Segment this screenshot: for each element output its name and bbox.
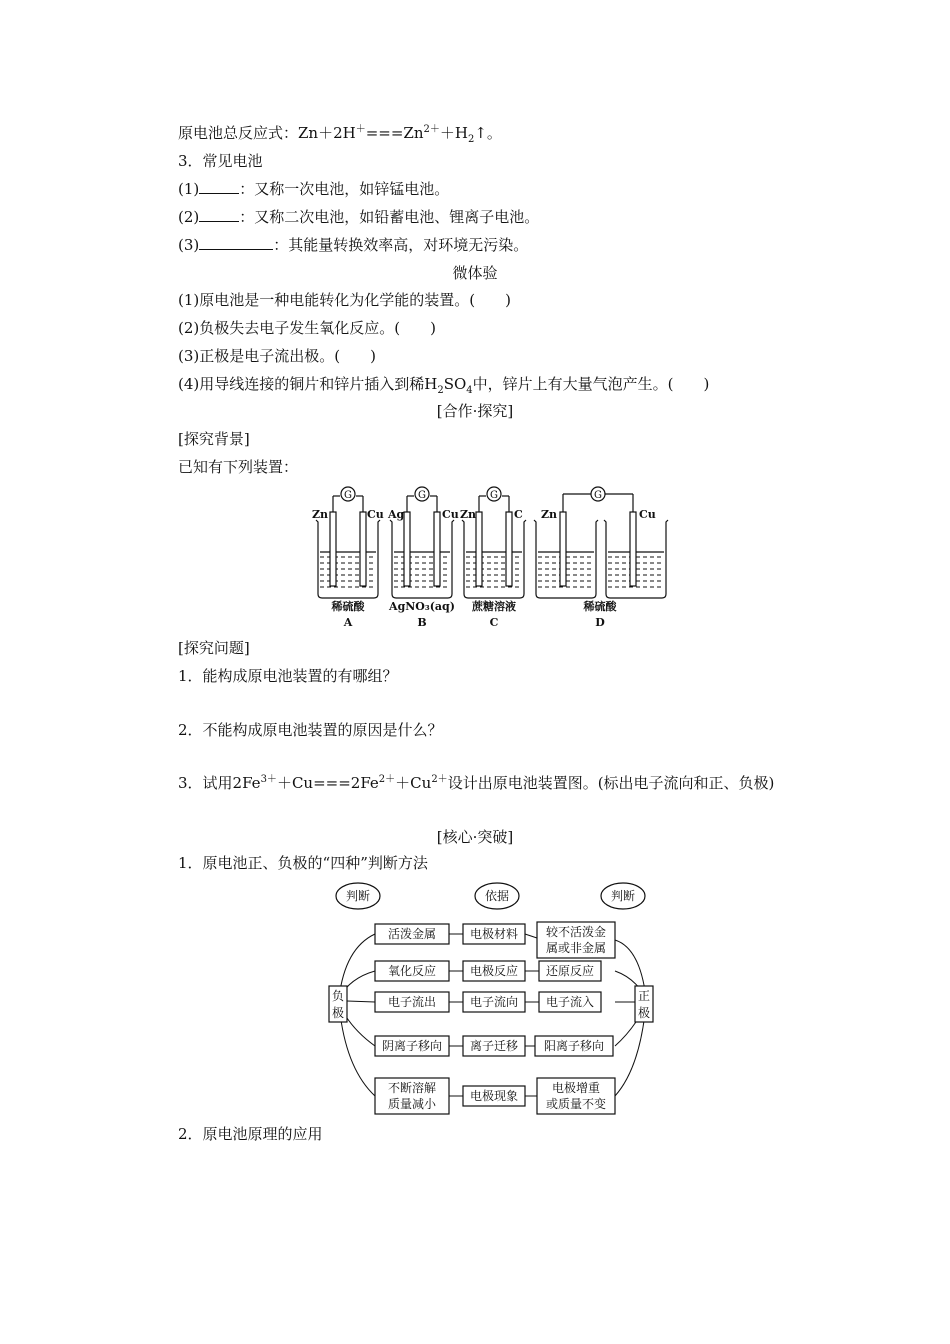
q4-text: (4)用导线连接的铜片和锌片插入到稀H bbox=[178, 375, 438, 393]
electrode-label: C bbox=[514, 508, 523, 521]
solution-label: 稀硫酸 bbox=[583, 600, 617, 613]
galvanometer-label: G bbox=[418, 490, 426, 501]
apparatus-intro: 已知有下列装置： bbox=[178, 458, 299, 476]
problem-label: [探究问题] bbox=[178, 639, 250, 657]
row1-right: 属或非金属 bbox=[545, 941, 607, 955]
row4-left: 阴离子移向 bbox=[381, 1039, 443, 1053]
coop-title: [合作·探究] bbox=[436, 402, 514, 420]
row4-mid: 离子迁移 bbox=[469, 1039, 519, 1053]
battery-item-3 bbox=[178, 235, 528, 255]
item-text: ：其能量转换效率高，对环境无污染。 bbox=[273, 236, 529, 254]
negative-label: 负 bbox=[331, 989, 345, 1003]
positive-label: 正 bbox=[637, 989, 651, 1003]
total-reaction-line bbox=[178, 123, 502, 143]
beaker-d bbox=[534, 487, 668, 598]
row5-mid: 电极现象 bbox=[469, 1089, 519, 1103]
q3-text: 3．试用2Fe bbox=[178, 774, 261, 792]
head-label-left: 判断 bbox=[345, 889, 371, 903]
row3-right: 电子流入 bbox=[545, 995, 595, 1009]
row2-right: 还原反应 bbox=[545, 964, 595, 978]
row3-left: 电子流出 bbox=[387, 995, 437, 1009]
q3-text: ＋Cu===2Fe bbox=[276, 774, 379, 792]
head-label-mid: 依据 bbox=[484, 889, 510, 903]
row2-mid: 电极反应 bbox=[469, 964, 519, 978]
apparatus-letter: C bbox=[489, 616, 499, 629]
item-text: ：又称一次电池，如锌锰电池。 bbox=[239, 180, 450, 198]
judgement-diagram bbox=[325, 878, 660, 1118]
reaction-text: ↑。 bbox=[474, 124, 502, 142]
q3-sup: 2＋ bbox=[431, 774, 448, 785]
reaction-sub: 2 bbox=[467, 134, 475, 145]
micro-q3: (3)正极是电子流出极。( ) bbox=[178, 347, 376, 365]
fill-blank[interactable] bbox=[199, 179, 239, 194]
micro-q4 bbox=[178, 374, 709, 394]
electrode-label: Zn bbox=[312, 508, 329, 521]
electrode-label: Ag bbox=[388, 508, 405, 521]
fill-blank[interactable] bbox=[199, 207, 239, 222]
q4-sub: 4 bbox=[466, 385, 473, 396]
item-text: ：又称二次电池，如铅蓄电池、锂离子电池。 bbox=[239, 208, 540, 226]
apparatus-letter: A bbox=[343, 616, 353, 629]
apparatus-figure bbox=[308, 482, 678, 632]
q4-sub: 2 bbox=[437, 385, 444, 396]
electrode-label: Zn bbox=[541, 508, 558, 521]
solution-label: 蔗糖溶液 bbox=[472, 600, 516, 613]
apparatus-letter: D bbox=[595, 616, 605, 629]
row5-left: 不断溶解 bbox=[387, 1081, 437, 1095]
reaction-text: ===Zn bbox=[365, 124, 424, 142]
row1-mid: 电极材料 bbox=[469, 927, 519, 941]
reaction-text: ＋H bbox=[439, 124, 468, 142]
negative-label: 极 bbox=[331, 1006, 345, 1020]
q3-sup: 3＋ bbox=[260, 774, 277, 785]
item-num: (1) bbox=[178, 180, 200, 198]
row4-right: 阳离子移向 bbox=[543, 1039, 605, 1053]
row3-mid: 电子流向 bbox=[469, 995, 519, 1009]
battery-item-1 bbox=[178, 179, 449, 199]
solution-label: AgNO₃(aq) bbox=[389, 600, 455, 613]
apparatus-letter: B bbox=[417, 616, 427, 629]
electrode-label: Cu bbox=[442, 508, 459, 521]
problem-q3 bbox=[178, 773, 774, 793]
row2-left: 氧化反应 bbox=[387, 964, 437, 978]
galvanometer-label: G bbox=[490, 490, 498, 501]
section3-title: 3．常见电池 bbox=[178, 152, 263, 170]
q3-text: ＋Cu bbox=[395, 774, 432, 792]
q3-text: 设计出原电池装置图。(标出电子流向和正、负极) bbox=[447, 774, 775, 792]
background-label: [探究背景] bbox=[178, 430, 250, 448]
row5-right: 或质量不变 bbox=[545, 1097, 607, 1111]
problem-q2: 2．不能构成原电池装置的原因是什么？ bbox=[178, 721, 443, 739]
battery-item-2 bbox=[178, 207, 539, 227]
galvanometer-label: G bbox=[344, 490, 352, 501]
positive-label: 极 bbox=[637, 1006, 651, 1020]
galvanometer-label: G bbox=[594, 490, 602, 501]
micro-title: 微体验 bbox=[452, 264, 498, 282]
beaker-a bbox=[316, 487, 380, 598]
item-num: (3) bbox=[178, 236, 200, 254]
row1-left: 活泼金属 bbox=[387, 927, 437, 941]
core-heading-2: 2．原电池原理的应用 bbox=[178, 1125, 323, 1143]
solution-label: 稀硫酸 bbox=[331, 600, 365, 613]
reaction-sup: ＋ bbox=[355, 124, 366, 135]
q3-sup: 2＋ bbox=[378, 774, 396, 785]
electrode-label: Cu bbox=[639, 508, 656, 521]
reaction-text: 原电池总反应式：Zn＋2H bbox=[178, 124, 356, 142]
fill-blank[interactable] bbox=[199, 235, 273, 250]
electrode-label: Cu bbox=[367, 508, 384, 521]
micro-q1: (1)原电池是一种电能转化为化学能的装置。( ) bbox=[178, 291, 511, 309]
item-num: (2) bbox=[178, 208, 200, 226]
row5-right: 电极增重 bbox=[551, 1081, 601, 1095]
q4-text: SO bbox=[443, 375, 467, 393]
row1-right: 较不活泼金 bbox=[545, 925, 607, 939]
head-label-right: 判断 bbox=[610, 889, 636, 903]
micro-q2: (2)负极失去电子发生氧化反应。( ) bbox=[178, 319, 436, 337]
problem-q1: 1．能构成原电池装置的有哪组？ bbox=[178, 667, 398, 685]
beaker-c bbox=[462, 487, 526, 598]
electrode-label: Zn bbox=[460, 508, 477, 521]
core-heading-1: 1．原电池正、负极的“四种”判断方法 bbox=[178, 854, 428, 872]
core-title: [核心·突破] bbox=[436, 828, 514, 846]
row5-left: 质量减小 bbox=[387, 1097, 437, 1111]
beaker-b bbox=[390, 487, 454, 598]
reaction-sup: 2＋ bbox=[423, 124, 440, 135]
q4-text: 中，锌片上有大量气泡产生。( ) bbox=[472, 375, 710, 393]
